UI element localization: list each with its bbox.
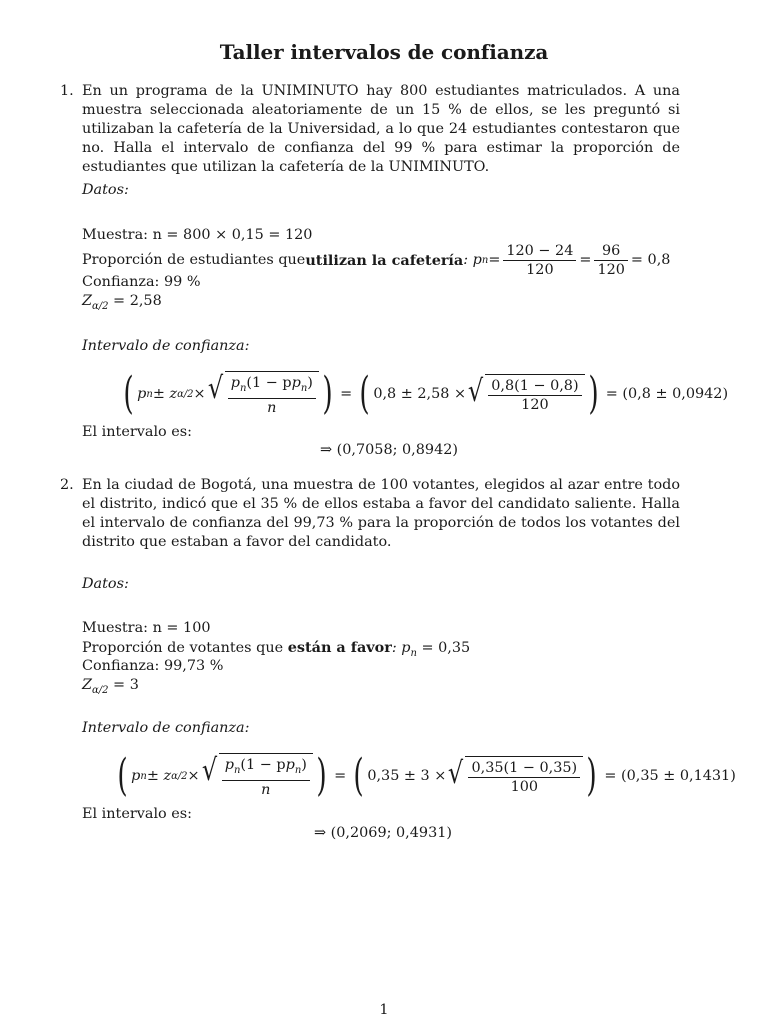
- problem-2-el-intervalo: El intervalo es:: [82, 806, 193, 822]
- problem-1-frac2-den: 120: [597, 261, 625, 278]
- formula-sqrt-frac: $\frac{p_n(1 - pp_n)}{n}$: [228, 374, 316, 417]
- left-paren-2: (: [359, 368, 370, 419]
- problem-2-confianza: Confianza: 99,73 %: [82, 658, 224, 674]
- page-title: Taller intervalos de confianza: [219, 40, 549, 64]
- problem-1-z-sub: α/2: [92, 300, 109, 312]
- page-number: 1: [379, 1002, 389, 1018]
- formula-pm: ± z: [152, 386, 178, 402]
- formula-z-sub: α/2: [177, 388, 194, 400]
- problem-2-proporcion: Proporción de votantes que están a favor: $p_n = 0,35$: [82, 639, 471, 659]
- problem-1-eq2: =: [579, 252, 592, 268]
- problem-1-number: 1.: [60, 83, 74, 99]
- formula-eq: =: [340, 386, 353, 402]
- problem-1-proporcion-bold: utilizan la cafetería: [305, 251, 464, 269]
- formula-right: = (0,8 ± 0,0942): [605, 386, 729, 402]
- sqrt-symbol-2: √ $\frac{0,8(1 - 0,8)}{120}$: [466, 374, 585, 414]
- formula-p-sub: n: [146, 388, 153, 400]
- subscript-n: n: [481, 254, 489, 266]
- problem-2-statement: [60, 476, 680, 552]
- problem-1-frac1-den: 120: [526, 261, 554, 278]
- problem-1-statement: [60, 82, 680, 177]
- problem-2-datos-label: Datos:: [82, 576, 129, 592]
- problem-1-proporcion-suffix: : p: [463, 252, 482, 268]
- problem-1-frac2-num: 96: [594, 242, 627, 261]
- problem-1-formula: [120, 368, 728, 420]
- problem-2-number: 2.: [60, 477, 74, 493]
- problem-2-muestra: Muestra: n = 100: [82, 620, 211, 636]
- problem-2-z: $Z_{\alpha/2} = 3$: [82, 677, 139, 696]
- problem-1-proporcion-result: = 0,8: [630, 252, 671, 268]
- problem-2-intervalo-label: Intervalo de confianza:: [82, 720, 250, 736]
- problem-1-datos-label: Datos:: [82, 182, 129, 198]
- problem-1-el-intervalo: El intervalo es:: [82, 424, 193, 440]
- formula-mid-frac: $\frac{0,8(1 - 0,8)}{120}$: [488, 377, 581, 414]
- problem-1-frac1-num: 120 − 24: [503, 242, 576, 261]
- right-paren-2: ): [588, 368, 599, 419]
- problem-1-muestra: Muestra: n = 800 × 0,15 = 120: [82, 227, 313, 243]
- problem-1-eq: =: [488, 252, 501, 268]
- problem-2-text: En la ciudad de Bogotá, una muestra de 100 votantes, elegidos al azar entre todo el distrito, indicó que el 35 % de ellos estaba a favor del candidato saliente. Halla el intervalo de confianza del 99,73 % para la proporción de todos los votantes del distrito que estaban a favor del candidato.: [82, 477, 680, 550]
- formula-mid: 0,8 ± 2,58 ×: [373, 386, 467, 402]
- left-paren: (: [123, 368, 134, 419]
- formula-p: p: [137, 386, 147, 402]
- problem-1-text: En un programa de la UNIMINUTO hay 800 estudiantes matriculados. A una muestra seleccionada aleatoriamente de un 15 % de ellos, se les preguntó si utilizaban la cafetería de la Universidad, a lo que 24 estudiantes contestaron que no. Halla el intervalo de confianza del 99 % para estimar la proporción de estudiantes que utilizan la cafetería de la UNIMINUTO.: [82, 83, 680, 175]
- problem-1-resultado: ⇒ (0,7058; 0,8942): [320, 442, 458, 458]
- problem-1-z-letter: Z: [82, 293, 92, 309]
- problem-1-frac2: [594, 242, 627, 279]
- sqrt-symbol: √ $\frac{p_n(1 - pp_n)}{n}$: [206, 371, 319, 417]
- problem-1-confianza: Confianza: 99 %: [82, 274, 201, 290]
- problem-2-formula: ( p n ± z α/2 × √ $\frac{p_n(1 - pp_n)}{n}$ ) = ( 0,35 ± 3 × √ $\frac{0,35(1 - 0,35)}{100}$ ) = (0,35 ± 0,1431): [117, 750, 736, 801]
- right-paren: ): [322, 368, 333, 419]
- problem-1-frac1: [503, 242, 576, 279]
- problem-2-resultado: ⇒ (0,2069; 0,4931): [314, 825, 452, 841]
- formula-times: ×: [193, 386, 206, 402]
- problem-1-z-result: = 2,58: [108, 293, 162, 309]
- problem-1-intervalo-label: Intervalo de confianza:: [82, 338, 250, 354]
- problem-1-z: [82, 293, 162, 312]
- problem-1-proporcion-prefix: Proporción de estudiantes que: [82, 252, 306, 268]
